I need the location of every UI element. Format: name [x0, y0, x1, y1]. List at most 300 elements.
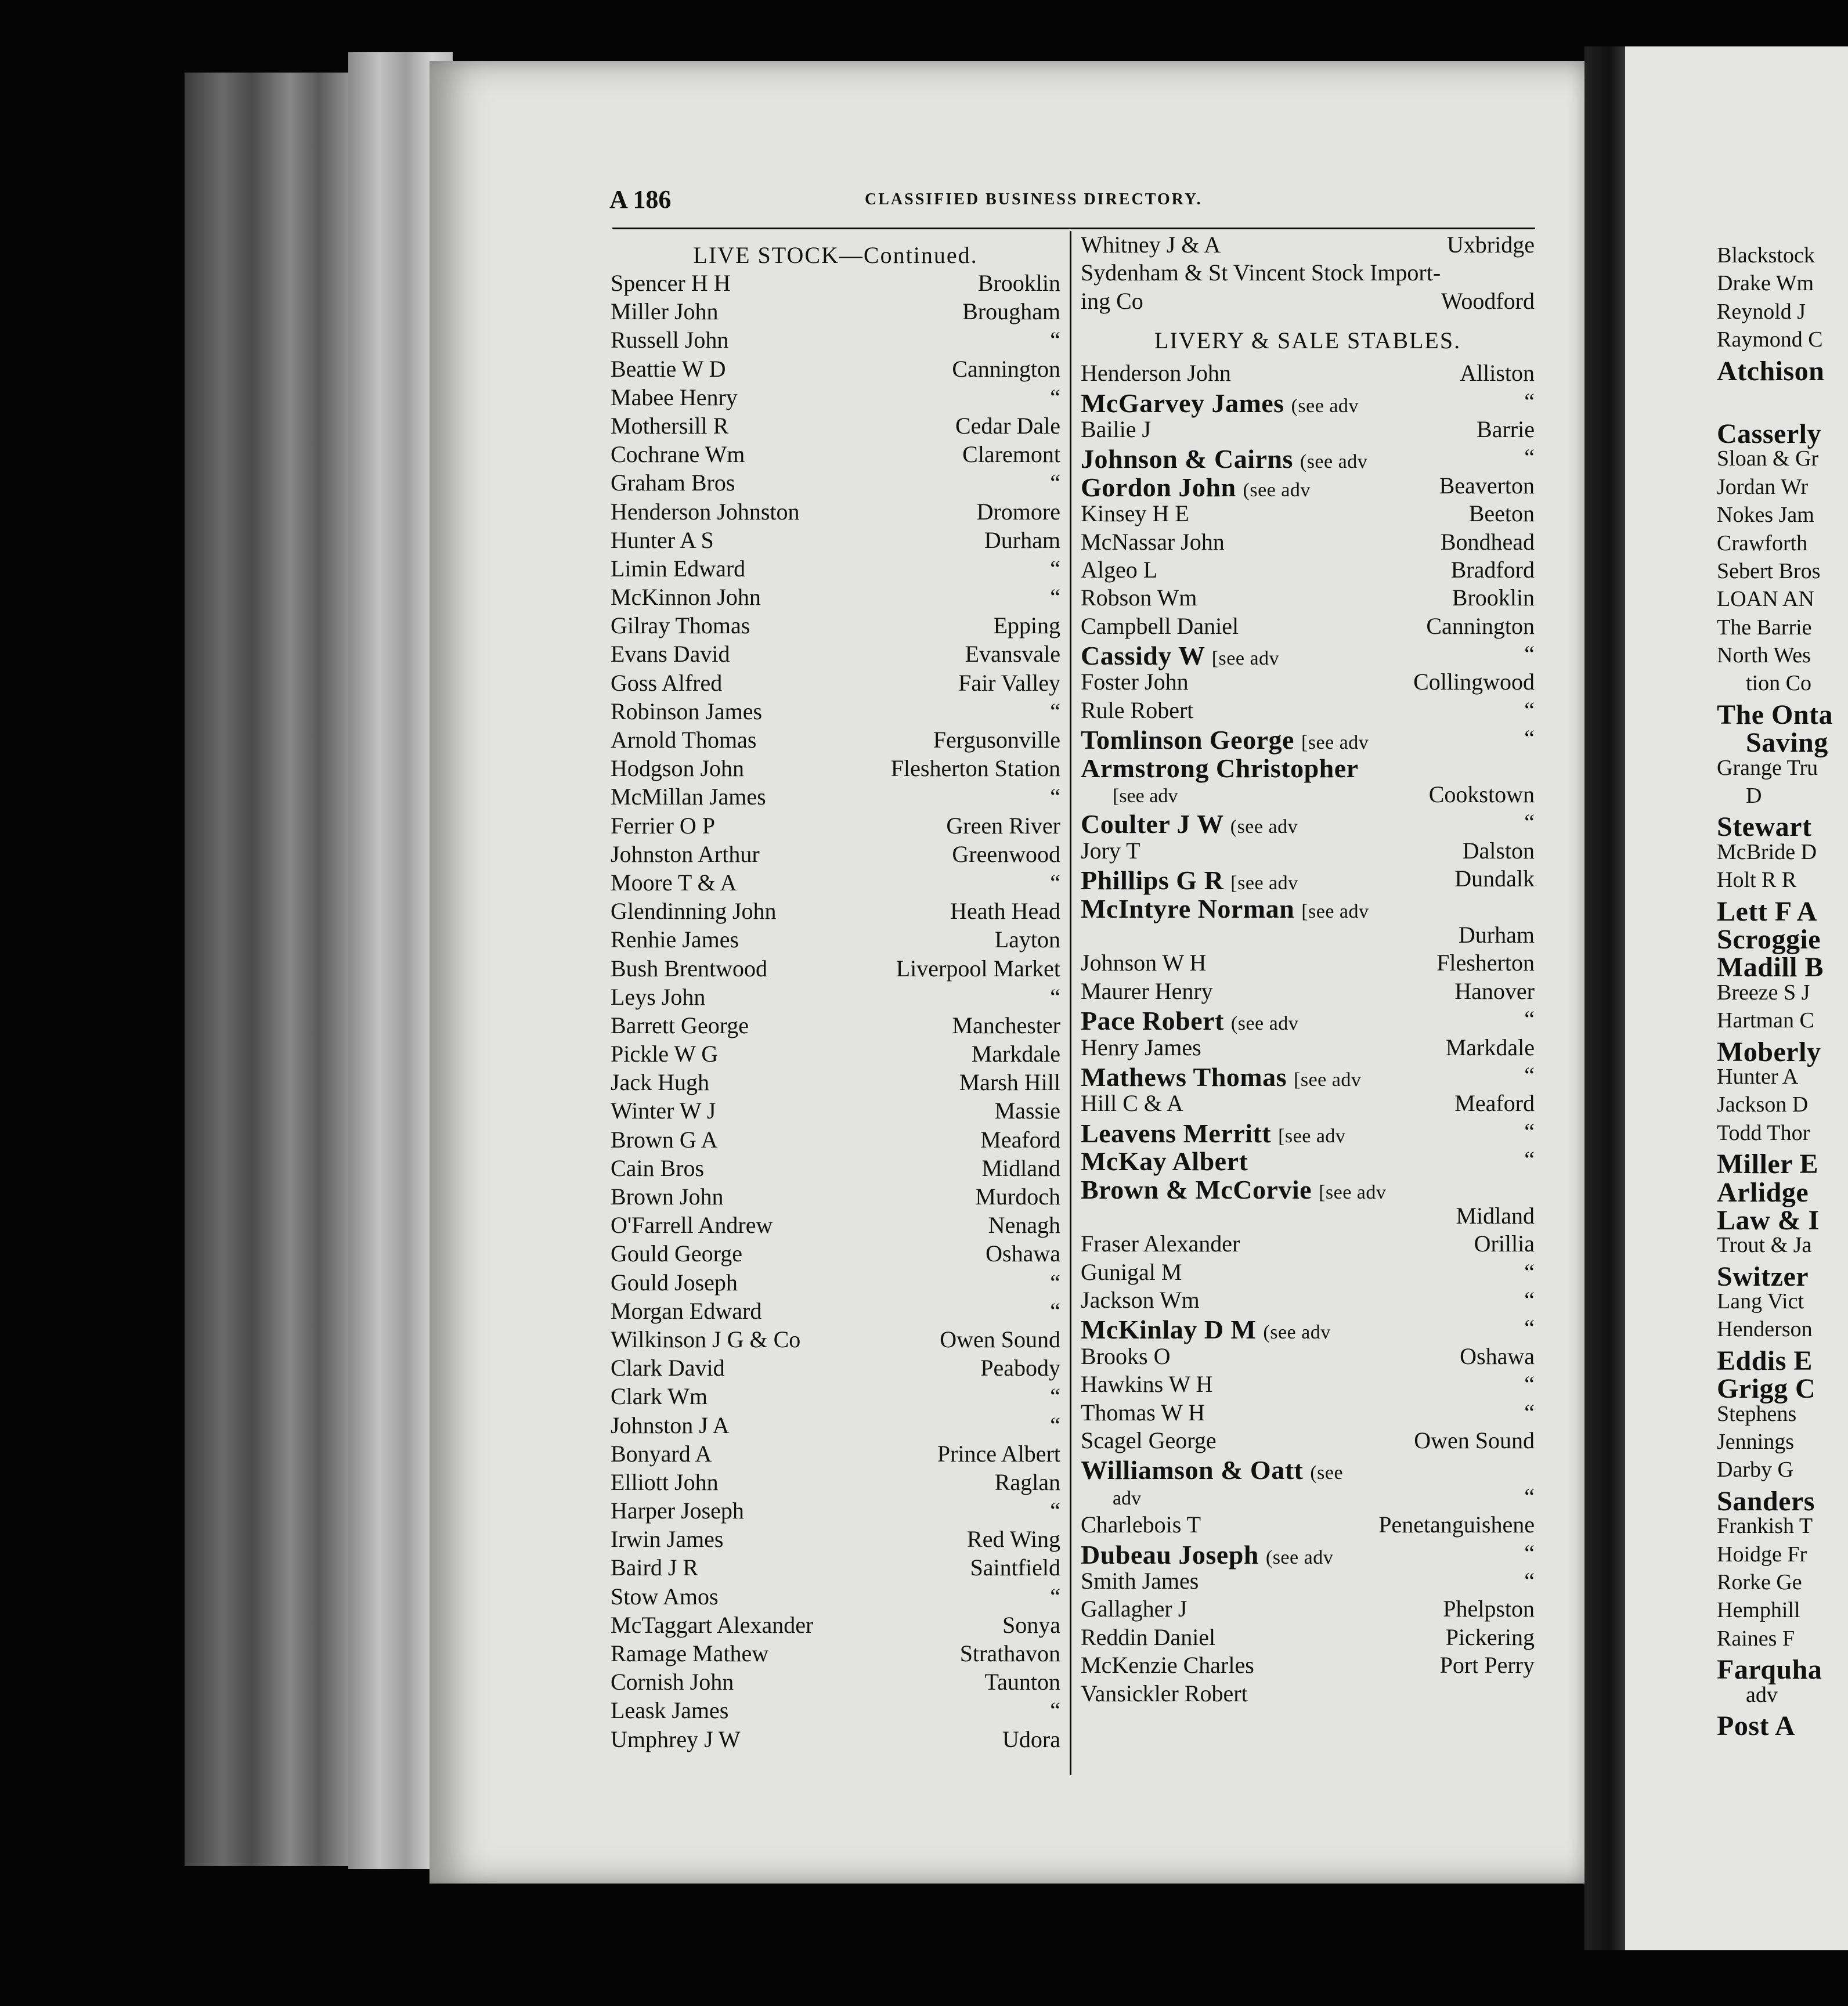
- entry-name-text: McKay Albert: [1081, 1146, 1248, 1177]
- entry-text: Eddis E: [1717, 1345, 1813, 1376]
- column-divider: [1070, 231, 1071, 1775]
- entry-place: Green River: [946, 812, 1060, 839]
- entry-place: “: [1050, 1412, 1060, 1438]
- entry-name: [1081, 640, 1279, 671]
- entry-place: Massie: [994, 1098, 1060, 1124]
- entry-name-text: McKinlay D M: [1081, 1315, 1257, 1345]
- entry-name-text: Jackson Wm: [1081, 1287, 1200, 1314]
- list-item: [1717, 980, 1848, 1008]
- entry-text: LOAN AN: [1717, 587, 1814, 612]
- entry-place: “: [1524, 1146, 1535, 1173]
- entry-place: Penetanguishene: [1378, 1511, 1535, 1538]
- entry-place: Markdale: [1445, 1034, 1535, 1060]
- entry-place: Brooklin: [977, 270, 1060, 296]
- entry-place: Owen Sound: [940, 1326, 1060, 1352]
- entry-text: Rorke Ge: [1717, 1570, 1802, 1594]
- list-item: [611, 1269, 1060, 1297]
- entry-name: [1081, 612, 1239, 640]
- entry-name: Jack Hugh: [611, 1069, 709, 1096]
- entry-name: Elliott John: [611, 1469, 719, 1495]
- entry-text: Sloan & Gr: [1717, 446, 1819, 471]
- entry-name-text: Gallagher J: [1081, 1596, 1188, 1622]
- entry-name: Johnston Arthur: [611, 840, 760, 867]
- entry-text: Trout & Ja: [1717, 1233, 1812, 1258]
- list-item: [1081, 1370, 1535, 1398]
- list-item: [1717, 1597, 1848, 1625]
- entry-text: Stephens: [1717, 1401, 1797, 1426]
- entry-name-text: Henderson John: [1081, 360, 1231, 387]
- entry-place: “: [1050, 698, 1060, 724]
- entry-name: Ramage Mathew: [611, 1640, 769, 1666]
- list-item: [1081, 668, 1535, 696]
- entry-name: Beattie W D: [611, 355, 726, 382]
- list-item: [1081, 359, 1535, 387]
- entry-name: [1081, 837, 1140, 864]
- entry-place: Strathavon: [959, 1640, 1060, 1666]
- entry-place: “: [1524, 1539, 1535, 1566]
- entry-name-text: Johnson & Cairns: [1081, 444, 1293, 474]
- entry-name: Gilray Thomas: [611, 612, 750, 639]
- entry-place: Cannington: [952, 355, 1060, 382]
- entry-place: Meaford: [1454, 1090, 1535, 1117]
- entry-place: Heath Head: [950, 898, 1060, 925]
- entry-name-text: Henry James: [1081, 1034, 1201, 1060]
- list-item: [611, 1525, 1060, 1554]
- entry-name: [1081, 949, 1206, 976]
- entry-place: “: [1050, 983, 1060, 1010]
- list-item: [1081, 753, 1535, 781]
- page-header: [609, 185, 1254, 219]
- entry-name-text: McIntyre Norman: [1081, 893, 1295, 923]
- entry-name-text: Gordon John: [1081, 472, 1236, 502]
- list-item: [1717, 1626, 1848, 1654]
- entry-name-text: Johnson W H: [1081, 950, 1207, 976]
- entry-text: Darby G: [1717, 1457, 1793, 1482]
- entry-text: Jackson D: [1717, 1092, 1809, 1117]
- entry-name: Whitney J & A: [1081, 232, 1221, 258]
- list-item: [1081, 1399, 1535, 1427]
- list-item: [1081, 416, 1535, 443]
- list-item: [611, 1583, 1060, 1611]
- entry-text: Sanders: [1717, 1485, 1815, 1517]
- entry-name: Baird J R: [611, 1554, 699, 1581]
- entry-place: Evansvale: [965, 641, 1060, 668]
- entry-name: Robinson James: [611, 698, 763, 724]
- list-item: [1081, 893, 1535, 921]
- entry-place: “: [1524, 1315, 1535, 1341]
- entry-name: [1081, 472, 1311, 503]
- entry-place: Red Wing: [967, 1526, 1060, 1553]
- list-item: [1081, 1539, 1535, 1570]
- list-item: [611, 1297, 1060, 1326]
- entry-text: Law & I: [1717, 1204, 1820, 1236]
- list-item: [611, 783, 1060, 811]
- list-item: [1081, 556, 1535, 584]
- entry-text: Hemphill: [1717, 1598, 1800, 1623]
- entry-text: Lang Vict: [1717, 1289, 1804, 1314]
- entry-place: Durham: [984, 526, 1060, 553]
- entry-name: Renhie James: [611, 926, 739, 953]
- entry-name-text: Brown & McCorvie: [1081, 1174, 1312, 1204]
- facing-page-column: [1717, 243, 1848, 1741]
- see-adv-note: (see adv: [1230, 816, 1298, 838]
- list-item: [1717, 1570, 1848, 1597]
- entry-place: “: [1050, 1269, 1060, 1296]
- list-item: [1717, 1373, 1848, 1405]
- entry-text: Raines F: [1717, 1626, 1795, 1651]
- entry-place: Raglan: [994, 1469, 1060, 1495]
- list-item: [1081, 697, 1535, 724]
- list-item: [1717, 1457, 1848, 1485]
- entry-name: [1081, 1174, 1386, 1205]
- entry-name: [1081, 359, 1231, 387]
- list-item: [1081, 1258, 1535, 1286]
- entry-name-text: Fraser Alexander: [1081, 1231, 1240, 1257]
- list-item: [1717, 1036, 1848, 1067]
- list-item: [1717, 299, 1848, 327]
- see-adv-note: [see adv: [1301, 900, 1369, 922]
- entry-name: ing Co: [1081, 287, 1143, 314]
- entry-name: [1081, 1623, 1215, 1651]
- entry-name: [1081, 809, 1298, 839]
- see-adv-note: [see adv: [1113, 785, 1178, 807]
- entry-name: Goss Alfred: [611, 669, 723, 696]
- list-item: [611, 469, 1060, 497]
- entry-name: Clark David: [611, 1355, 725, 1381]
- book-gutter: [1584, 46, 1625, 1950]
- list-item: [1717, 446, 1848, 474]
- section-heading: LIVE STOCK—Continued.: [693, 242, 978, 268]
- entry-name: Russell John: [611, 327, 729, 353]
- entry-place: Bradford: [1450, 556, 1535, 583]
- list-item: [1081, 472, 1535, 500]
- entry-place: Brooklin: [1452, 585, 1535, 611]
- entry-name: Cochrane Wm: [611, 441, 745, 468]
- entry-name: [1081, 416, 1151, 443]
- entry-name: [1081, 1370, 1212, 1398]
- entry-name-text: Dubeau Joseph: [1081, 1539, 1259, 1570]
- entry-place: “: [1524, 1118, 1535, 1145]
- entry-text: Switzer: [1717, 1261, 1809, 1292]
- entry-place: Fair Valley: [958, 669, 1060, 696]
- list-item: [1081, 1623, 1535, 1651]
- list-item: [611, 755, 1060, 783]
- entry-place: “: [1524, 1371, 1535, 1398]
- entry-name: Wilkinson J G & Co: [611, 1326, 801, 1352]
- list-item: [1081, 1230, 1535, 1258]
- see-adv-note: (see adv: [1300, 451, 1368, 473]
- list-item: [1081, 1314, 1535, 1345]
- entry-place: Bondhead: [1440, 528, 1535, 555]
- list-item: [611, 1668, 1060, 1697]
- entry-name-text: Hawkins W H: [1081, 1371, 1213, 1398]
- list-item: [611, 1183, 1060, 1211]
- entry-name: Miller John: [611, 298, 719, 325]
- see-adv-note: [see adv: [1301, 732, 1369, 754]
- list-item: [1717, 643, 1848, 670]
- entry-place: Dundalk: [1454, 865, 1535, 892]
- entry-place: Owen Sound: [1414, 1427, 1535, 1454]
- entry-text: adv: [1746, 1682, 1778, 1707]
- entry-place: “: [1524, 725, 1535, 752]
- entry-name: [1081, 893, 1369, 924]
- entry-name: Sydenham & St Vincent Stock Import-: [1081, 259, 1441, 286]
- section-heading: [1081, 315, 1535, 359]
- list-item: [1717, 811, 1848, 843]
- list-item: [1081, 528, 1535, 556]
- list-item: [1717, 1064, 1848, 1092]
- see-adv-note: [see adv: [1211, 648, 1280, 670]
- entry-name: [1081, 1399, 1205, 1426]
- list-item: [611, 1354, 1060, 1383]
- entry-name: Mothersill R: [611, 412, 729, 439]
- entry-place: Midland: [981, 1154, 1060, 1181]
- list-item: [611, 1469, 1060, 1497]
- list-item: [1081, 1062, 1535, 1092]
- entry-place: Udora: [1002, 1726, 1060, 1752]
- list-item: [1717, 670, 1848, 698]
- entry-name: Pickle W G: [611, 1041, 719, 1067]
- list-item: [1717, 1008, 1848, 1036]
- list-item: [611, 1240, 1060, 1268]
- entry-name-text: Coulter J W: [1081, 809, 1223, 839]
- list-item: [611, 1097, 1060, 1125]
- entry-name: [1081, 1230, 1240, 1257]
- list-item: [1717, 1345, 1848, 1376]
- entry-name-text: Smith James: [1081, 1567, 1199, 1594]
- entry-place: “: [1050, 327, 1060, 353]
- list-item: [1717, 1261, 1848, 1292]
- entry-name: Morgan Edward: [611, 1297, 762, 1324]
- see-adv-note: (see adv: [1291, 395, 1359, 417]
- entry-name: Moore T & A: [611, 869, 737, 896]
- entry-place: Greenwood: [952, 840, 1060, 867]
- list-item: [1717, 615, 1848, 643]
- list-item: [611, 869, 1060, 897]
- entry-place: Alliston: [1460, 360, 1535, 387]
- entry-place: Nenagh: [988, 1212, 1060, 1239]
- entry-text: Stewart: [1717, 811, 1812, 843]
- entry-place: Barrie: [1477, 416, 1535, 442]
- entry-text: Sebert Bros: [1717, 558, 1821, 583]
- list-item: [1081, 1511, 1535, 1539]
- entry-name-text: Brooks O: [1081, 1343, 1171, 1369]
- entry-place: Uxbridge: [1446, 232, 1535, 258]
- entry-text: Reynold J: [1717, 299, 1806, 324]
- entry-name: [1081, 1005, 1298, 1036]
- list-item: [1081, 612, 1535, 640]
- list-item: [1717, 1204, 1848, 1236]
- entry-name: Gould George: [611, 1240, 742, 1267]
- entry-name: O'Farrell Andrew: [611, 1212, 773, 1239]
- list-item: [611, 698, 1060, 726]
- list-item: [611, 412, 1060, 441]
- list-item: [611, 1126, 1060, 1154]
- list-item: [1081, 1651, 1535, 1679]
- entry-place: Layton: [994, 926, 1060, 953]
- list-item: [611, 1383, 1060, 1411]
- list-item: [1081, 865, 1535, 896]
- entry-name: [1081, 977, 1213, 1005]
- list-item: [1081, 1567, 1535, 1595]
- list-item: [611, 669, 1060, 698]
- entry-place: Claremont: [962, 441, 1060, 468]
- list-item: [611, 326, 1060, 355]
- entry-text: McBride D: [1717, 839, 1817, 864]
- list-item: [1717, 383, 1848, 418]
- list-item: [1081, 781, 1535, 809]
- list-item: [1717, 727, 1848, 759]
- entry-place: “: [1050, 470, 1060, 496]
- list-item: [611, 269, 1060, 298]
- entry-place: Dalston: [1462, 837, 1535, 864]
- entry-text: Blackstock: [1717, 243, 1815, 268]
- entry-text: Jennings: [1717, 1430, 1794, 1455]
- list-item: [611, 1154, 1060, 1183]
- list-item: [611, 1326, 1060, 1354]
- entry-name-text: Rule Robert: [1081, 697, 1194, 723]
- entry-text: Breeze S J: [1717, 980, 1810, 1005]
- entry-text: Atchison: [1717, 355, 1825, 387]
- running-head: CLASSIFIED BUSINESS DIRECTORY.: [865, 190, 1203, 208]
- entry-text: Todd Thor: [1717, 1120, 1810, 1145]
- list-item: [1081, 1595, 1535, 1623]
- list-item: [1717, 951, 1848, 983]
- entry-place: Sonya: [1002, 1611, 1060, 1638]
- entry-place: Dromore: [976, 498, 1060, 525]
- list-item: [611, 1726, 1060, 1754]
- list-item: [1081, 1089, 1535, 1117]
- entry-text: Holt R R: [1717, 868, 1797, 893]
- entry-name-text: Williamson & Oatt: [1081, 1455, 1304, 1485]
- entry-text: D: [1746, 784, 1762, 809]
- entry-place: “: [1050, 1297, 1060, 1324]
- entry-place: Beaverton: [1439, 472, 1535, 499]
- list-item: [611, 1069, 1060, 1097]
- entry-name: Stow Amos: [611, 1583, 719, 1610]
- list-item: [1717, 1401, 1848, 1429]
- list-item: [1081, 1146, 1535, 1177]
- list-item: [1081, 1202, 1535, 1230]
- entry-name: Hodgson John: [611, 755, 745, 782]
- list-item: [1081, 640, 1535, 671]
- entry-name-text: Pace Robert: [1081, 1006, 1224, 1036]
- entry-place: “: [1524, 1006, 1535, 1033]
- entry-name-text: McNassar John: [1081, 528, 1225, 555]
- entry-place: Epping: [993, 612, 1060, 639]
- list-item: [1717, 243, 1848, 270]
- entry-name: Limin Edward: [611, 555, 746, 582]
- entry-place: Cookstown: [1428, 781, 1535, 808]
- entry-text: Hoidge Fr: [1717, 1542, 1807, 1567]
- entry-place: Fergusonville: [933, 727, 1060, 753]
- entry-name: [1081, 753, 1359, 784]
- entry-name: McTaggart Alexander: [611, 1611, 814, 1638]
- entry-text: Raymond C: [1717, 327, 1823, 352]
- entry-place: “: [1050, 1583, 1060, 1610]
- entry-place: “: [1524, 1287, 1535, 1314]
- list-item: [1081, 1455, 1535, 1485]
- entry-place: “: [1524, 1483, 1535, 1510]
- list-item: [1081, 1680, 1535, 1708]
- entry-text: Grange Tru: [1717, 755, 1818, 780]
- entry-name: Cornish John: [611, 1669, 734, 1695]
- list-item: [611, 1554, 1060, 1582]
- entry-text: Hartman C: [1717, 1008, 1814, 1033]
- entry-text: Crawforth: [1717, 531, 1808, 555]
- list-item: [611, 355, 1060, 384]
- entry-name-text: Cassidy W: [1081, 641, 1205, 671]
- list-item: [1717, 839, 1848, 867]
- section-heading-text: LIVERY & SALE STABLES.: [1154, 327, 1461, 354]
- list-item: [1717, 896, 1848, 927]
- list-item: [611, 555, 1060, 583]
- list-item: [611, 1412, 1060, 1440]
- entry-place: “: [1050, 555, 1060, 582]
- list-item: [611, 926, 1060, 954]
- entry-name-text: Vansickler Robert: [1081, 1680, 1248, 1706]
- entry-place: “: [1524, 444, 1535, 471]
- entry-place: Flesherton: [1436, 950, 1535, 976]
- entry-text: Nokes Jam: [1717, 503, 1814, 528]
- entry-name: [1081, 1651, 1254, 1679]
- list-item: [1081, 724, 1535, 755]
- list-item: [611, 1697, 1060, 1725]
- entry-name-text: Armstrong Christopher: [1081, 753, 1359, 783]
- entry-name: [1081, 388, 1359, 418]
- entry-place: “: [1050, 869, 1060, 896]
- entry-name: [1081, 1314, 1331, 1345]
- entry-text: Arlidge: [1717, 1177, 1809, 1208]
- list-item: [611, 612, 1060, 640]
- entry-text: Madill B: [1717, 952, 1824, 983]
- list-item: [611, 1640, 1060, 1668]
- list-item: [1081, 921, 1535, 949]
- entry-name: Ferrier O P: [611, 812, 715, 839]
- entry-name: Leask James: [611, 1697, 729, 1724]
- list-item: [1081, 1005, 1535, 1036]
- entry-name: [1081, 1595, 1187, 1622]
- entry-place: Beeton: [1468, 500, 1535, 527]
- list-item: [1081, 1034, 1535, 1062]
- list-item: [611, 526, 1060, 555]
- entry-place: Hanover: [1454, 977, 1535, 1004]
- entry-text: Saving: [1746, 727, 1828, 759]
- book-edge: [185, 73, 376, 1866]
- live-stock-column: [611, 237, 1060, 1754]
- entry-name-text: Hill C & A: [1081, 1090, 1183, 1117]
- entry-name: Glendinning John: [611, 898, 777, 925]
- list-item: [1717, 755, 1848, 783]
- entry-name: [1081, 1062, 1361, 1092]
- entry-name: [1081, 443, 1367, 474]
- entry-name: [1081, 668, 1189, 695]
- entry-name: [1081, 1455, 1343, 1485]
- livery-stables-column: [1081, 231, 1535, 1708]
- list-item: [1717, 1120, 1848, 1148]
- list-item: [1717, 1682, 1848, 1710]
- list-item: [611, 583, 1060, 612]
- list-item: [1717, 1232, 1848, 1260]
- entry-name-text: Phillips G R: [1081, 865, 1224, 896]
- entry-name: Arnold Thomas: [611, 727, 757, 753]
- entry-name: [1081, 1539, 1333, 1570]
- entry-name: [1081, 1511, 1201, 1538]
- entry-name: Leys John: [611, 983, 706, 1010]
- entry-place: Port Perry: [1439, 1652, 1535, 1679]
- entry-name-text: Charlebois T: [1081, 1511, 1201, 1538]
- entry-name: [1081, 1427, 1217, 1454]
